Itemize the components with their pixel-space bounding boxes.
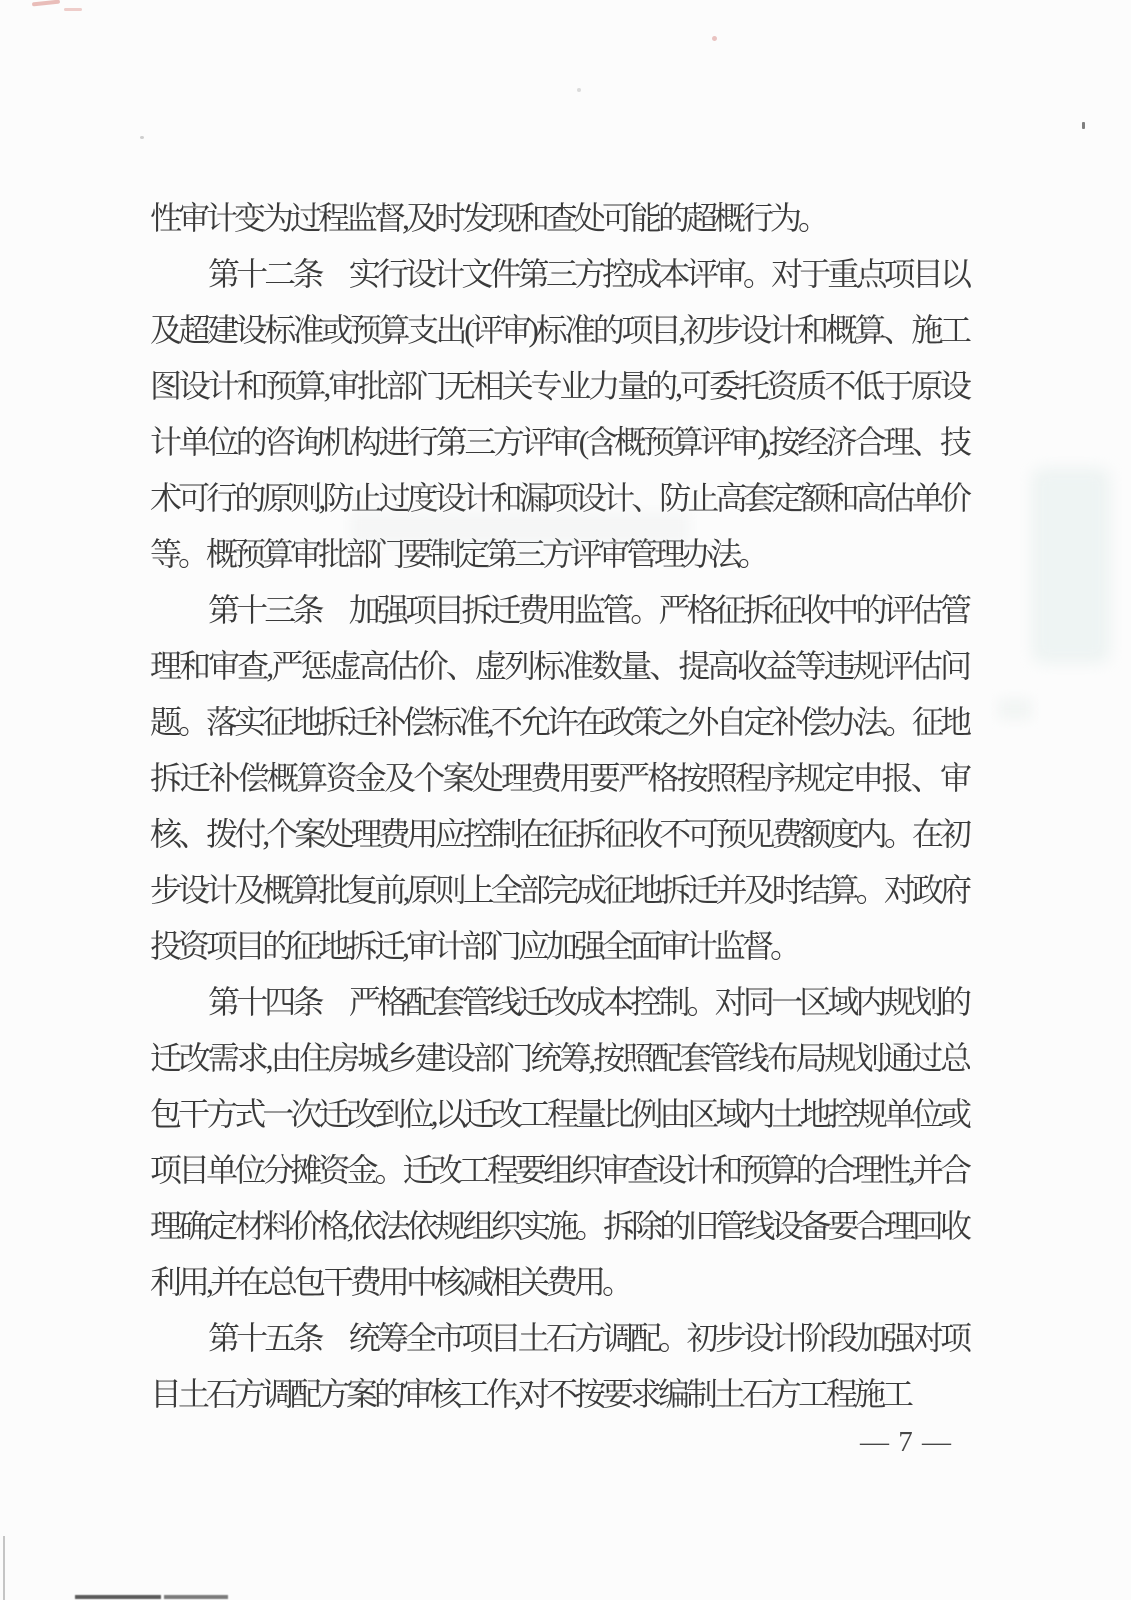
paragraph-text: 统筹全市项目土石方调配。初步设计阶段加强对项目土石方调配方案的审核工作,对不按要求编制土石方工程施工 <box>150 1320 968 1412</box>
scan-artifact-red-mark <box>64 8 82 11</box>
scan-artifact-speck <box>1082 122 1085 129</box>
scan-artifact-speck <box>140 136 144 139</box>
paragraph-article-12 <box>150 246 968 582</box>
article-number-label: 第十三条 <box>208 592 321 628</box>
scan-artifact-bleedthrough <box>998 698 1032 720</box>
scan-artifact-bottom-line <box>164 1595 228 1599</box>
article-number-label: 第十四条 <box>208 984 321 1020</box>
scan-artifact-red-dot <box>712 36 717 41</box>
paragraph-article-13 <box>150 582 968 974</box>
scan-artifact-bottom-line <box>75 1595 161 1599</box>
paragraph-text: 加强项目拆迁费用监管。严格征拆征收中的评估管理和审查,严惩虚高估价、虚列标准数量、提高收益等违规评估问题。落实征地拆迁补偿标准,不允许在政策之外自定补偿办法。征地拆迁补偿概算资金及个案处理费用要严格按照程序规定申报、审核、拨付,个案处理费用应控制在征拆征收不可预见费额度内。在初步设计及概算批复前,原则上全部完成征地拆迁并及时结算。对政府投资项目的征地拆迁,审计部门应加强全面审计监督。 <box>150 592 968 964</box>
document-body <box>150 190 968 1422</box>
scan-artifact-speck <box>577 88 581 92</box>
scan-artifact-bleedthrough <box>1032 468 1110 663</box>
scan-artifact-edge-line <box>3 1536 5 1600</box>
paragraph-text: 性审计变为过程监督,及时发现和查处可能的超概行为。 <box>150 200 827 236</box>
paragraph-text: 实行设计文件第三方控成本评审。对于重点项目以及超建设标准或预算支出(评审)标准的项目,初步设计和概算、施工图设计和预算,审批部门无相关专业力量的,可委托资质不低于原设计单位的咨询机构进行第三方评审(含概预算评审),按经济合理、技术可行的原则,防止过度设计和漏项设计、防止高套定额和高估单价等。概预算审批部门要制定第三方评审管理办法。 <box>150 256 968 572</box>
article-number-label: 第十二条 <box>208 256 321 292</box>
paragraph-article-14 <box>150 974 968 1310</box>
paragraph-article-15 <box>150 1310 968 1422</box>
page-number: — 7 — <box>860 1426 952 1458</box>
scan-artifact-red-mark <box>32 0 60 6</box>
paragraph-continuation <box>150 190 968 246</box>
paragraph-text: 严格配套管线迁改成本控制。对同一区域内规划的迁改需求,由住房城乡建设部门统筹,按照配套管线布局规划通过总包干方式一次迁改到位,以迁改工程量比例由区域内土地控规单位或项目单位分摊资金。迁改工程要组织审查设计和预算的合理性,并合理确定材料价格,依法依规组织实施。拆除的旧管线设备要合理回收利用,并在总包干费用中核减相关费用。 <box>150 984 968 1300</box>
article-number-label: 第十五条 <box>208 1320 321 1356</box>
